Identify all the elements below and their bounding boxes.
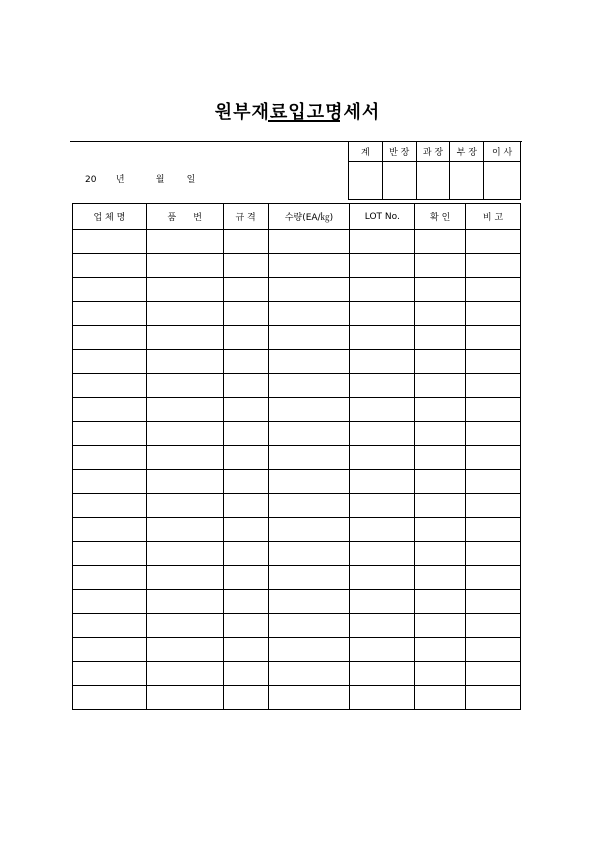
quantity-cell[interactable] (268, 638, 350, 662)
remarks-cell[interactable] (466, 398, 521, 422)
spec-cell[interactable] (223, 590, 268, 614)
remarks-cell[interactable] (466, 446, 521, 470)
table-row (73, 542, 521, 566)
confirm-cell[interactable] (415, 614, 466, 638)
company-cell[interactable] (73, 446, 147, 470)
company-cell[interactable] (73, 470, 147, 494)
table-row (73, 590, 521, 614)
item-number-cell[interactable] (146, 686, 223, 710)
approval-header-section-chief: 과 장 (416, 142, 450, 162)
table-row (73, 254, 521, 278)
table-row (73, 326, 521, 350)
remarks-cell[interactable] (466, 662, 521, 686)
title-underline (268, 120, 340, 122)
confirm-cell[interactable] (415, 254, 466, 278)
spec-cell[interactable] (223, 662, 268, 686)
lot-no-cell[interactable] (350, 542, 415, 566)
table-row (73, 446, 521, 470)
remarks-cell[interactable] (466, 374, 521, 398)
company-cell[interactable] (73, 518, 147, 542)
table-row (73, 398, 521, 422)
lot-no-cell[interactable] (350, 662, 415, 686)
signature-box[interactable] (416, 162, 450, 200)
remarks-cell[interactable] (466, 278, 521, 302)
date-day-unit: 일 (186, 175, 196, 185)
table-row (73, 518, 521, 542)
remarks-cell[interactable] (466, 254, 521, 278)
company-cell[interactable] (73, 422, 147, 446)
lot-no-cell[interactable] (350, 614, 415, 638)
item-number-cell[interactable] (146, 350, 223, 374)
table-row (73, 278, 521, 302)
remarks-cell[interactable] (466, 686, 521, 710)
table-header-row (73, 204, 521, 230)
confirm-cell[interactable] (415, 638, 466, 662)
confirm-cell[interactable] (415, 542, 466, 566)
company-cell[interactable] (73, 542, 147, 566)
quantity-cell[interactable] (268, 494, 350, 518)
approval-header-row (349, 142, 521, 162)
table-row (73, 662, 521, 686)
item-number-cell[interactable] (146, 278, 223, 302)
quantity-cell[interactable] (268, 278, 350, 302)
company-cell[interactable] (73, 230, 147, 254)
spec-cell[interactable] (223, 230, 268, 254)
confirm-cell[interactable] (415, 350, 466, 374)
company-cell[interactable] (73, 326, 147, 350)
column-header-lot-no: LOT No. (350, 204, 415, 230)
company-cell[interactable] (73, 494, 147, 518)
spec-cell[interactable] (223, 446, 268, 470)
confirm-cell[interactable] (415, 278, 466, 302)
quantity-cell[interactable] (268, 350, 350, 374)
item-number-cell[interactable] (146, 446, 223, 470)
company-cell[interactable] (73, 614, 147, 638)
quantity-cell[interactable] (268, 374, 350, 398)
spec-cell[interactable] (223, 302, 268, 326)
remarks-cell[interactable] (466, 470, 521, 494)
confirm-cell[interactable] (415, 590, 466, 614)
company-cell[interactable] (73, 278, 147, 302)
item-number-cell[interactable] (146, 638, 223, 662)
remarks-cell[interactable] (466, 422, 521, 446)
company-cell[interactable] (73, 638, 147, 662)
confirm-cell[interactable] (415, 326, 466, 350)
lot-no-cell[interactable] (350, 374, 415, 398)
confirm-cell[interactable] (415, 446, 466, 470)
table-row (73, 566, 521, 590)
remarks-cell[interactable] (466, 614, 521, 638)
remarks-cell[interactable] (466, 494, 521, 518)
item-number-cell[interactable] (146, 494, 223, 518)
lot-no-cell[interactable] (350, 494, 415, 518)
spec-cell[interactable] (223, 518, 268, 542)
remarks-cell[interactable] (466, 542, 521, 566)
signature-box[interactable] (349, 162, 383, 200)
company-cell[interactable] (73, 686, 147, 710)
table-row (73, 614, 521, 638)
item-number-cell[interactable] (146, 614, 223, 638)
spec-cell[interactable] (223, 542, 268, 566)
column-header-spec: 규 격 (223, 204, 268, 230)
quantity-cell[interactable] (268, 254, 350, 278)
approval-header-staff: 계 (349, 142, 383, 162)
spec-cell[interactable] (223, 422, 268, 446)
spec-cell[interactable] (223, 614, 268, 638)
lot-no-cell[interactable] (350, 422, 415, 446)
spec-cell[interactable] (223, 326, 268, 350)
spec-cell[interactable] (223, 470, 268, 494)
quantity-cell[interactable] (268, 302, 350, 326)
spec-cell[interactable] (223, 638, 268, 662)
remarks-cell[interactable] (466, 518, 521, 542)
lot-no-cell[interactable] (350, 638, 415, 662)
quantity-cell[interactable] (268, 590, 350, 614)
approval-signature-row (349, 162, 521, 200)
column-header-quantity: 수량(EA/㎏) (268, 204, 350, 230)
company-cell[interactable] (73, 254, 147, 278)
date-month-unit: 월 (155, 175, 165, 185)
quantity-cell[interactable] (268, 398, 350, 422)
table-row (73, 230, 521, 254)
item-number-cell[interactable] (146, 422, 223, 446)
remarks-cell[interactable] (466, 590, 521, 614)
item-number-cell[interactable] (146, 518, 223, 542)
quantity-cell[interactable] (268, 326, 350, 350)
item-number-cell[interactable] (146, 326, 223, 350)
table-row (73, 302, 521, 326)
company-cell[interactable] (73, 350, 147, 374)
item-number-cell[interactable] (146, 302, 223, 326)
table-row (73, 350, 521, 374)
remarks-cell[interactable] (466, 638, 521, 662)
confirm-cell[interactable] (415, 398, 466, 422)
confirm-cell[interactable] (415, 662, 466, 686)
confirm-cell[interactable] (415, 566, 466, 590)
table-row (73, 494, 521, 518)
company-cell[interactable] (73, 374, 147, 398)
quantity-cell[interactable] (268, 542, 350, 566)
lot-no-cell[interactable] (350, 326, 415, 350)
confirm-cell[interactable] (415, 230, 466, 254)
table-row (73, 686, 521, 710)
lot-no-cell[interactable] (350, 398, 415, 422)
confirm-cell[interactable] (415, 494, 466, 518)
confirm-cell[interactable] (415, 518, 466, 542)
quantity-cell[interactable] (268, 446, 350, 470)
spec-cell[interactable] (223, 566, 268, 590)
spec-cell[interactable] (223, 254, 268, 278)
company-cell[interactable] (73, 662, 147, 686)
approval-header-director: 이 사 (484, 142, 521, 162)
lot-no-cell[interactable] (350, 590, 415, 614)
quantity-cell[interactable] (268, 230, 350, 254)
lot-no-cell[interactable] (350, 278, 415, 302)
item-number-cell[interactable] (146, 470, 223, 494)
signature-box[interactable] (382, 162, 416, 200)
table-body (73, 230, 521, 710)
quantity-cell[interactable] (268, 422, 350, 446)
remarks-cell[interactable] (466, 302, 521, 326)
quantity-cell[interactable] (268, 518, 350, 542)
spec-cell[interactable] (223, 398, 268, 422)
column-header-remarks: 비 고 (466, 204, 521, 230)
item-number-cell[interactable] (146, 590, 223, 614)
spec-cell[interactable] (223, 686, 268, 710)
confirm-cell[interactable] (415, 470, 466, 494)
item-number-cell[interactable] (146, 374, 223, 398)
lot-no-cell[interactable] (350, 686, 415, 710)
receipt-table (72, 203, 521, 710)
table-row (73, 638, 521, 662)
item-number-cell[interactable] (146, 566, 223, 590)
confirm-cell[interactable] (415, 302, 466, 326)
quantity-cell[interactable] (268, 686, 350, 710)
column-header-item-number: 품 번 (146, 204, 223, 230)
spec-cell[interactable] (223, 374, 268, 398)
approval-table (348, 141, 521, 200)
approval-header-team-leader: 반 장 (382, 142, 416, 162)
remarks-cell[interactable] (466, 230, 521, 254)
table-row (73, 374, 521, 398)
lot-no-cell[interactable] (350, 350, 415, 374)
item-number-cell[interactable] (146, 398, 223, 422)
lot-no-cell[interactable] (350, 518, 415, 542)
company-cell[interactable] (73, 566, 147, 590)
spec-cell[interactable] (223, 350, 268, 374)
company-cell[interactable] (73, 590, 147, 614)
item-number-cell[interactable] (146, 230, 223, 254)
lot-no-cell[interactable] (350, 230, 415, 254)
lot-no-cell[interactable] (350, 566, 415, 590)
confirm-cell[interactable] (415, 374, 466, 398)
lot-no-cell[interactable] (350, 254, 415, 278)
remarks-cell[interactable] (466, 326, 521, 350)
confirm-cell[interactable] (415, 686, 466, 710)
quantity-cell[interactable] (268, 614, 350, 638)
column-header-company: 업 체 명 (73, 204, 147, 230)
company-cell[interactable] (73, 398, 147, 422)
item-number-cell[interactable] (146, 662, 223, 686)
remarks-cell[interactable] (466, 350, 521, 374)
lot-no-cell[interactable] (350, 446, 415, 470)
quantity-cell[interactable] (268, 566, 350, 590)
item-number-cell[interactable] (146, 254, 223, 278)
quantity-cell[interactable] (268, 470, 350, 494)
lot-no-cell[interactable] (350, 302, 415, 326)
company-cell[interactable] (73, 302, 147, 326)
spec-cell[interactable] (223, 494, 268, 518)
table-row (73, 470, 521, 494)
spec-cell[interactable] (223, 278, 268, 302)
item-number-cell[interactable] (146, 542, 223, 566)
date-line (85, 172, 195, 185)
confirm-cell[interactable] (415, 422, 466, 446)
signature-box[interactable] (450, 162, 484, 200)
date-year-prefix: 20 (85, 175, 97, 185)
signature-box[interactable] (484, 162, 521, 200)
column-header-confirm: 확 인 (415, 204, 466, 230)
remarks-cell[interactable] (466, 566, 521, 590)
quantity-cell[interactable] (268, 662, 350, 686)
table-row (73, 422, 521, 446)
date-year-unit: 년 (115, 175, 125, 185)
lot-no-cell[interactable] (350, 470, 415, 494)
approval-header-department-head: 부 장 (450, 142, 484, 162)
document-title: 원부재료입고명세서 (214, 102, 381, 123)
